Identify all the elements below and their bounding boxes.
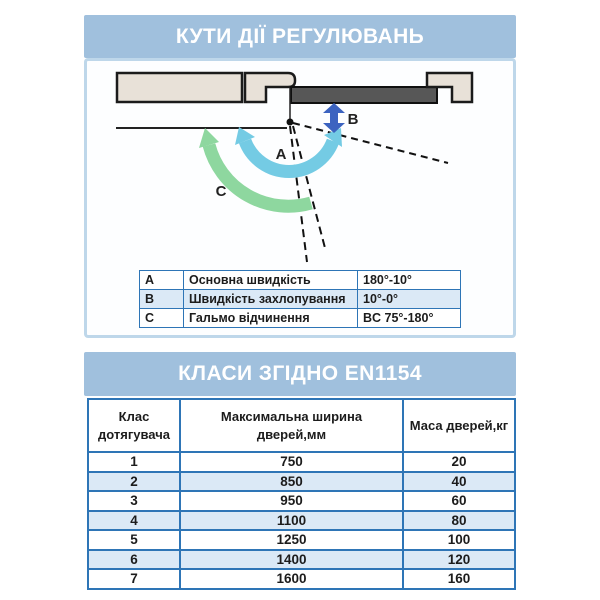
cell-class: 7 xyxy=(88,569,180,589)
legend-name: Швидкість захлопування xyxy=(184,290,358,309)
cell-mass: 120 xyxy=(403,550,515,570)
cell-class: 5 xyxy=(88,530,180,550)
cell-class: 2 xyxy=(88,472,180,492)
classes-section-title: КЛАСИ ЗГІДНО EN1154 xyxy=(84,352,516,396)
door-frame-left xyxy=(245,73,295,102)
cell-class: 4 xyxy=(88,511,180,531)
angles-section-title: КУТИ ДІЇ РЕГУЛЮВАНЬ xyxy=(84,15,516,58)
diagram-label-c: C xyxy=(215,183,227,200)
angle-line-zero xyxy=(290,126,307,262)
legend-value: 10°-0° xyxy=(358,290,461,309)
cell-width: 1250 xyxy=(180,530,403,550)
cell-mass: 40 xyxy=(403,472,515,492)
en1154-classes-table xyxy=(87,398,516,590)
angle-line-ten xyxy=(293,126,325,248)
cell-mass: 20 xyxy=(403,452,515,472)
legend-name: Гальмо відчинення xyxy=(184,309,358,328)
legend-row xyxy=(140,271,461,290)
wall-section-left xyxy=(117,73,242,102)
classes-row xyxy=(88,511,515,531)
cell-width: 750 xyxy=(180,452,403,472)
cell-mass: 80 xyxy=(403,511,515,531)
cell-width: 850 xyxy=(180,472,403,492)
classes-row xyxy=(88,491,515,511)
slide-rail xyxy=(291,87,437,103)
classes-row xyxy=(88,472,515,492)
legend-key: A xyxy=(140,271,184,290)
angles-legend-table xyxy=(139,270,461,328)
cell-mass: 100 xyxy=(403,530,515,550)
legend-row xyxy=(140,290,461,309)
legend-value: BC 75°-180° xyxy=(358,309,461,328)
legend-key: B xyxy=(140,290,184,309)
legend-name: Основна швидкість xyxy=(184,271,358,290)
legend-row xyxy=(140,309,461,328)
cell-width: 950 xyxy=(180,491,403,511)
header-mass: Маса дверей,кг xyxy=(403,399,515,452)
cell-class: 6 xyxy=(88,550,180,570)
diagram-panel xyxy=(84,58,516,338)
cell-class: 1 xyxy=(88,452,180,472)
classes-row xyxy=(88,452,515,472)
legend-key: C xyxy=(140,309,184,328)
cell-width: 1100 xyxy=(180,511,403,531)
cell-width: 1400 xyxy=(180,550,403,570)
classes-row xyxy=(88,569,515,589)
header-width: Максимальна ширина дверей,мм xyxy=(180,399,403,452)
legend-value: 180°-10° xyxy=(358,271,461,290)
classes-header-row xyxy=(88,399,515,452)
arc-c-arrowhead xyxy=(199,128,219,148)
classes-row xyxy=(88,550,515,570)
arrow-b xyxy=(323,103,345,133)
cell-mass: 60 xyxy=(403,491,515,511)
diagram-label-a: A xyxy=(275,146,287,163)
pivot-point xyxy=(287,119,294,126)
arc-a xyxy=(245,141,333,171)
classes-row xyxy=(88,530,515,550)
cell-mass: 160 xyxy=(403,569,515,589)
cell-class: 3 xyxy=(88,491,180,511)
cell-width: 1600 xyxy=(180,569,403,589)
diagram-label-b: B xyxy=(347,111,359,128)
header-class: Клас дотягувача xyxy=(88,399,180,452)
